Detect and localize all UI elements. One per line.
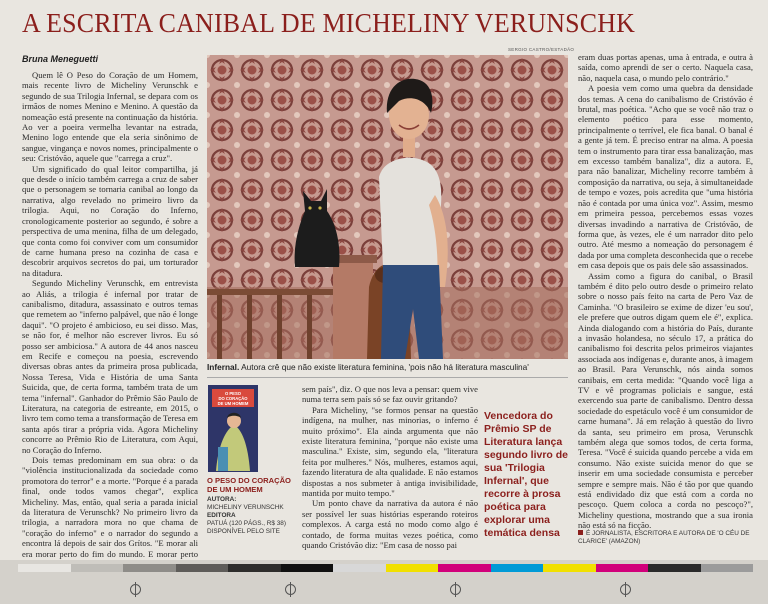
- color-swatch: [648, 564, 701, 572]
- book-publisher: PATUÁ (120 PÁGS., R$ 38): [207, 520, 286, 527]
- cover-line-2: DO CORAÇÃO: [218, 396, 248, 401]
- author-photo: [207, 55, 568, 359]
- color-swatch: [176, 564, 229, 572]
- book-cover: [208, 385, 258, 472]
- registration-mark-icon: [620, 584, 631, 595]
- color-swatch: [596, 564, 649, 572]
- color-swatch: [386, 564, 439, 572]
- paragraph: Um significado do qual leitor compartilha, já que desde o início também carrega a cruz de saber que o personagem se tornaria canibal ao longo da narrativa, algo revelado no primeiro livro da trilogia. Aqui, no Coração do Inferno, cronologicamente posterior ao segundo, é sobre a perspectiva de uma menina, filha de um delegado, que conta como foi conviver com um consumidor de carne humana preso na cozinha de casa e descobrir arquivos secretos do pai, um torturador na ditadura.: [22, 163, 198, 278]
- color-swatch: [701, 564, 754, 572]
- photo-caption: [207, 362, 568, 372]
- color-swatch: [491, 564, 544, 572]
- paragraph: A poesia vem como uma quebra da densidade dos temas. A cena do canibalismo de Cristóvão é brutal, mas poética. "Acho que se você não traz o elemento poético para esse momento, principalmente o terrível, ele fica banal. O banal é a gente já tem. É preciso entrar na alma. A poesia tem o instrumento para tirar essa banalização, mas em excesso também banaliza", diz a autora. E, para não banalizar, Micheliny recorre também à composição da narrativa, ou seja, à simultaneidade de tempo e vozes, pois acredita que "uma história não é contada por uma única voz". Assim, mesmo em primeira pessoa, percebemos essas vozes diversas invadindo a narrativa de Cristóvão, de forma que, às vezes, ele é um narrador dito pelo outro. Até mesmo a nomeação do personagem é dada por uma completa desconhecida que o recebe em casa depois que os pais dele são assassinados.: [578, 83, 753, 271]
- registration-mark-icon: [285, 584, 296, 595]
- bullet-square-icon: [578, 530, 583, 535]
- color-swatch: [543, 564, 596, 572]
- cover-line-1: O PESO: [224, 391, 242, 396]
- author-byline: Bruna Meneguetti: [22, 54, 99, 64]
- article-column-3: [578, 52, 753, 531]
- caption-text: Autora crê que não existe literatura feminina, 'pois não há literatura masculina': [241, 362, 529, 372]
- article-column-2: [302, 384, 478, 551]
- book-author: MICHELINY VERUNSCHK: [207, 504, 284, 511]
- paragraph: eram duas portas apenas, uma à entrada, e outra à saída, como aprendi de ser o certo. Naquela casa, não, naquela casa, o mundo pelo contrário.": [578, 52, 753, 83]
- book-availability: DISPONÍVEL PELO SITE: [207, 528, 280, 535]
- print-color-bar: [18, 564, 753, 572]
- paragraph: Segundo Micheliny Verunschk, em entrevista ao Aliás, a trilogia é infernal por tratar de canibalismo, ditadura, assassinato e outros temas que remetem ao "inferno palpável, que não é longe daqui". "O projeto é ambicioso, eu sei disso. Mas, se não for, é melhor não escrever livros. Eu só posso ser ambiciosa." A autora de 44 anos nasceu em Recife e começou na poesia, escrevendo diversas obras antes da primeira prosa publicada, Nossa Teresa, Vida e História de uma Santa Suicida, que, de certa forma, também trata de um tema "infernal". Ganhador do Prêmio São Paulo de Literatura, na categoria de estreante, em 2015, o livro tem como tema a transformação de Teresa em santa após tirar a própria vida. Agora Micheliny concorre ao Prêmio Rio de Literatura, com Aqui, no Coração do Inferno.: [22, 278, 198, 455]
- color-swatch: [228, 564, 281, 572]
- registration-mark-icon: [450, 584, 461, 595]
- book-info: [207, 476, 299, 536]
- book-cover-art: [208, 385, 258, 472]
- caption-label: Infernal.: [207, 362, 240, 372]
- color-swatch: [123, 564, 176, 572]
- paragraph: Para Micheliny, "se formos pensar na questão indígena, na mulher, nas minorias, o inferno é muito próximo". Ela ainda argumenta que não existe literatura feminina, "porque não existe uma masculina." Existe, sim, segundo ela, "literatura feita por mulheres." Nós, mulheres, estamos aqui, fazendo literatura de alta qualidade. E não estamos dispostas a nos submeter à antiga invisibilidade, mantida por muito tempo.": [302, 404, 478, 499]
- pull-quote: Vencedora do Prêmio SP de Literatura lança segundo livro de sua 'Trilogia Infernal', que recorre à prosa poética para explorar uma temática densa: [484, 410, 569, 539]
- paragraph: Assim como a figura do canibal, o Brasil também é dito pelo outro desde o primeiro relato sobre o nosso país feito na carta de Pero Vaz de Caminha. "O brasileiro se exime de dizer 'eu sou', ele prefere que outros digam quem ele é", explica. Ainda dialogando com a história do País, durante a invasão holandesa, no século 17, a prática do canibalismo foi descrita pelos primeiros viajantes associada aos indígenas e, durante anos, à imagem ao Brasil. Para Verunschk, nós ainda somos canibais, em certa medida: "Quando você liga a TV e vê programas policiais e sangue, está exercendo sua parte de canibalismo. Dentro dessa sociedade do espetáculo você é um consumidor de carne humana". Já em relação à questão do livro da santa, seu primeiro em prosa, Verunschk também alega que somos todos, de certa forma, Teresa. "Você é suicida quando percebe a vida em consumo. Não existe suicida menor do que se inserir em uma sociedade consumista e perceber sempre e sempre mais. Não é tão por que quando está endividado diz que está com a corda no pescoço. Quem coloca a corda no pescoço?", Micheliny questiona, mostrando que a sua ironia não está só na ficção.: [578, 270, 753, 531]
- color-swatch: [281, 564, 334, 572]
- article-column-1: [22, 70, 198, 580]
- paragraph: Quem lê O Peso do Coração de um Homem, mais recente livro de Micheliny Verunschk e segundo de sua Trilogia Infernal, se depara com os irmãos de nomes Menino e Menino. A questão da nomeação está presente na continuação da história. Ao ver a poeira vermelha levantar na estrada, Menino logo entende que ela seria sinônimo de sangue, vingança e novos nomes, principalmente o seu: Cristóvão, aquele que "carrega a cruz".: [22, 70, 198, 164]
- headline: A ESCRITA CANIBAL DE MICHELINY VERUNSCHK: [22, 8, 636, 38]
- color-swatch: [438, 564, 491, 572]
- paragraph: Dois temas predominam em sua obra: o da "violência institucionalizada da sociedade como promotora do terror" e a morte. "Porque é a parada final, onde todos vamos chegar", explica Micheliny. Mas, então, qual seria a parada inicial da literatura de Verunschk? No primeiro livro da trilogia, a narradora mora no que chama de "coração do inferno" e o narrador do segundo a encontra lá depois de sair dos Grítos. "E morar ali era morar perto do fim do mundo. E morar perto: [22, 455, 198, 559]
- author-bio-text: É JORNALISTA, ESCRITORA E AUTORA DE 'O CÉU DE CLARICE' (AMAZON): [578, 530, 750, 545]
- cover-line-3: DE UM HOMEM: [217, 401, 249, 406]
- photo-illustration: [207, 55, 568, 359]
- photo-credit: SERGIO CASTRO/ESTADÃO: [508, 47, 575, 52]
- paragraph: Um ponto chave da narrativa da autora é não ser possível ler suas histórias esperando roteiros complexos. A carga está no modo como algo é contado, de forma muitas vezes poética, como quando Cristóvão diz: "Em casa de nosso pai: [302, 498, 478, 551]
- divider: [207, 377, 568, 378]
- book-author-label: AUTORA:: [207, 496, 237, 503]
- paragraph: sem país", diz. O que nos leva a pensar: quem vive numa terra sem país só se faz ouvir gritando?: [302, 384, 478, 405]
- book-publisher-label: EDITORA: [207, 512, 236, 519]
- author-bio: [578, 530, 753, 546]
- color-swatch: [18, 564, 71, 572]
- book-title: O PESO DO CORAÇÃO DE UM HOMEM: [207, 476, 291, 494]
- registration-mark-icon: [130, 584, 141, 595]
- color-swatch: [333, 564, 386, 572]
- color-swatch: [71, 564, 124, 572]
